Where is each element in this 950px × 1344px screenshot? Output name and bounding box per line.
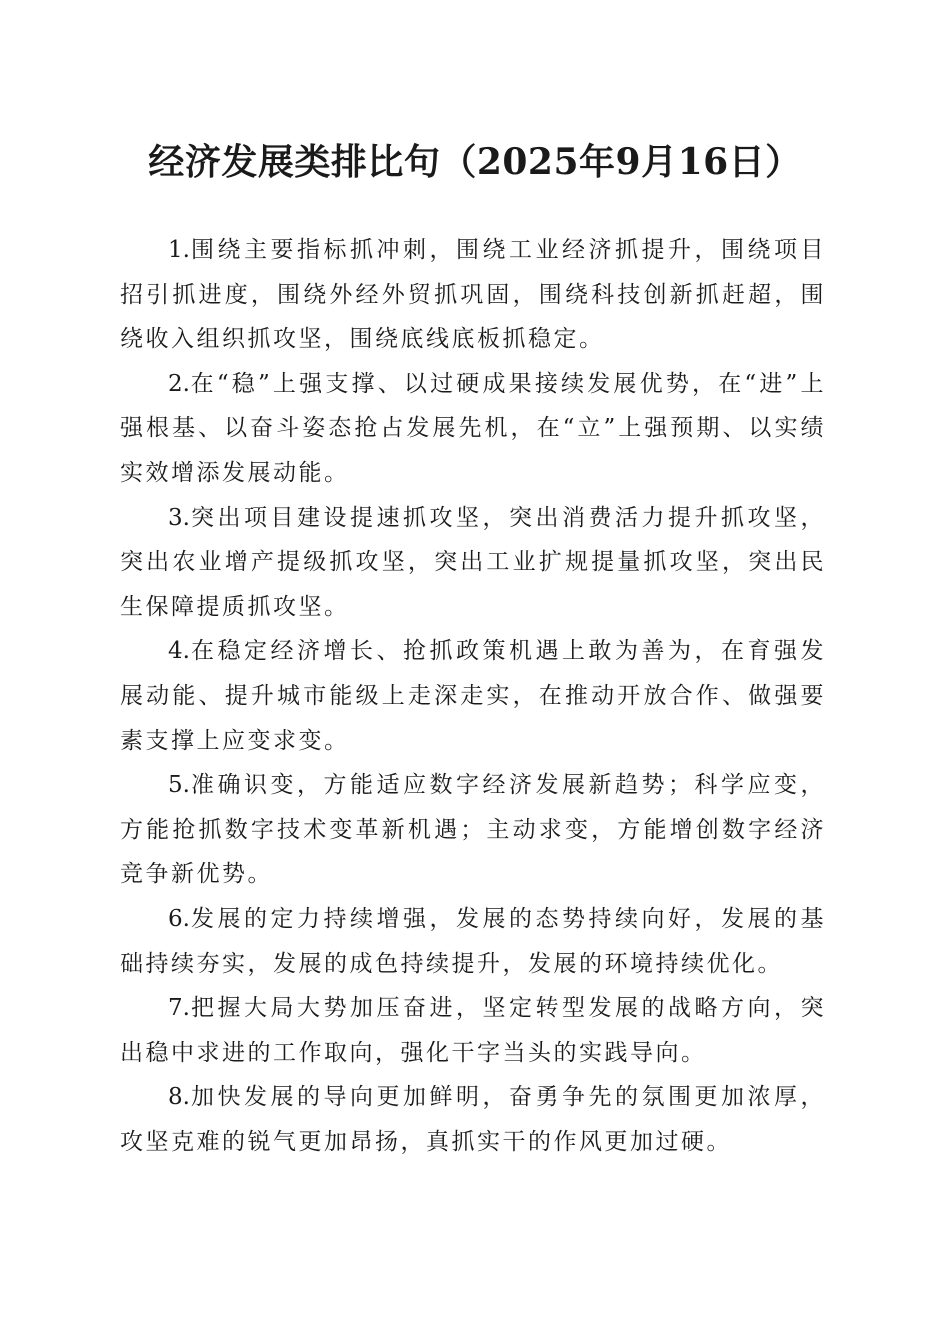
paragraph-number: 6. [168,905,190,932]
paragraph-text: 在“稳”上强支撑、以过硬成果接续发展优势，在“进”上强根基、以奋斗姿态抢占发展先机，在“立”上强预期、以实绩实效增添发展动能。 [120,370,826,486]
document-title: 经济发展类排比句（2025年9月16日） [148,141,802,183]
paragraph-6 [120,897,826,986]
paragraph-1 [120,228,826,362]
document-body [120,228,826,1164]
paragraph-number: 8. [168,1084,190,1111]
paragraph-number: 2. [168,370,190,397]
paragraph-4 [120,629,826,763]
paragraph-text: 加快发展的导向更加鲜明，奋勇争先的氛围更加浓厚，攻坚克难的锐气更加昂扬，真抓实干的作风更加过硬。 [120,1084,826,1155]
paragraph-text: 发展的定力持续增强，发展的态势持续向好，发展的基础持续夯实，发展的成色持续提升，发展的环境持续优化。 [120,905,826,977]
paragraph-5 [120,763,826,897]
paragraph-number: 5. [168,772,190,799]
paragraph-text: 把握大局大势加压奋进，坚定转型发展的战略方向，突出稳中求进的工作取向，强化干字当头的实践导向。 [120,995,826,1066]
paragraph-text: 在稳定经济增长、抢抓政策机遇上敢为善为，在育强发展动能、提升城市能级上走深走实，在推动开放合作、做强要素支撑上应变求变。 [120,638,826,754]
paragraph-text: 准确识变，方能适应数字经济发展新趋势；科学应变，方能抢抓数字技术变革新机遇；主动求变，方能增创数字经济竞争新优势。 [120,772,826,888]
paragraph-7 [120,986,826,1075]
paragraph-number: 1. [168,237,190,263]
paragraph-3 [120,496,826,630]
paragraph-text: 围绕主要指标抓冲刺，围绕工业经济抓提升，围绕项目招引抓进度，围绕外经外贸抓巩固，围绕科技创新抓赶超，围绕收入组织抓攻坚，围绕底线底板抓稳定。 [120,237,826,353]
paragraph-text: 突出项目建设提速抓攻坚，突出消费活力提升抓攻坚，突出农业增产提级抓攻坚，突出工业扩规提量抓攻坚，突出民生保障提质抓攻坚。 [120,504,826,620]
paragraph-8 [120,1075,826,1164]
paragraph-number: 4. [168,638,190,665]
paragraph-number: 3. [168,504,190,531]
paragraph-2 [120,362,826,496]
paragraph-number: 7. [168,995,190,1022]
